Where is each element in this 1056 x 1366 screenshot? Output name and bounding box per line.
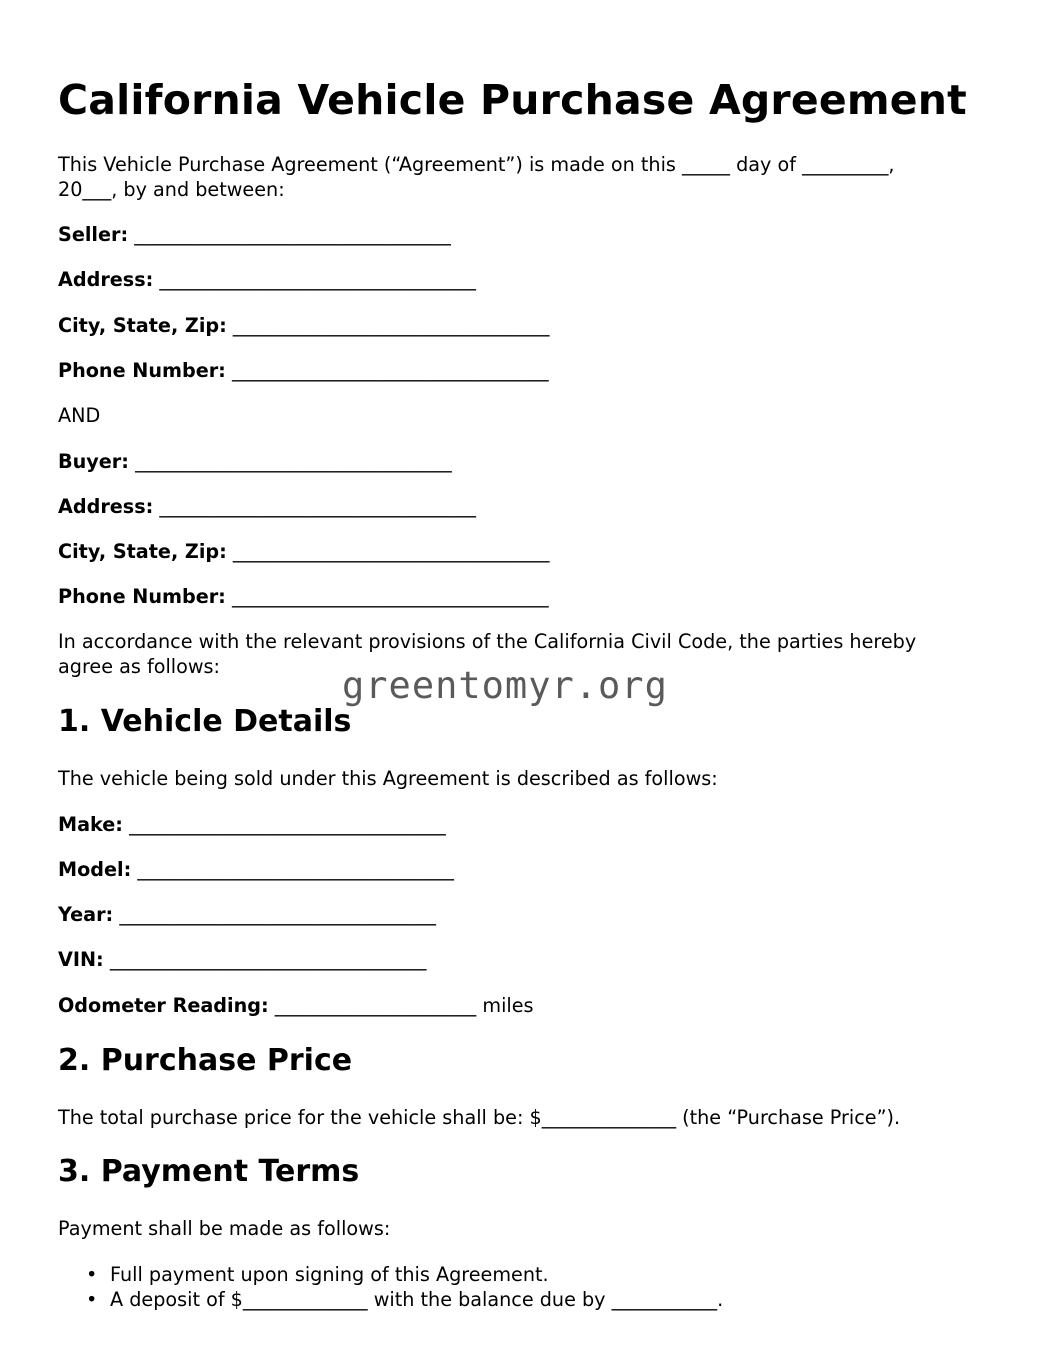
buyer-phone-label: Phone Number: [58, 585, 226, 608]
vin-field [58, 947, 426, 972]
model-field [58, 857, 454, 882]
seller-address-label: Address: [58, 268, 154, 291]
model-label: Model: [58, 858, 132, 881]
vin-label: VIN: [58, 948, 104, 971]
buyer-city-field [58, 539, 550, 564]
make-label: Make: [58, 813, 123, 836]
watermark-text: greentomyr.org [342, 664, 668, 707]
seller-name-field [58, 222, 451, 247]
buyer-phone-blank[interactable]: _________________________________ [231, 585, 549, 608]
model-blank[interactable]: _________________________________ [137, 858, 454, 881]
section-3-heading: 3. Payment Terms [58, 1154, 360, 1189]
and-separator: AND [58, 404, 101, 427]
year-field [58, 902, 436, 927]
year-blank[interactable]: _________________________________ [119, 903, 436, 926]
list-item: • Full payment upon signing of this Agreement. [110, 1262, 723, 1287]
section-2-heading: 2. Purchase Price [58, 1043, 353, 1078]
buyer-phone-field [58, 584, 549, 609]
list-item: • A deposit of $_____________ with the balance due by ___________. [110, 1287, 723, 1312]
payment-terms-list [58, 1262, 723, 1312]
buyer-name-blank[interactable]: _________________________________ [135, 450, 452, 473]
seller-phone-blank[interactable]: _________________________________ [231, 359, 549, 382]
buyer-city-blank[interactable]: _________________________________ [232, 540, 550, 563]
year-label: Year: [58, 903, 114, 926]
make-field [58, 812, 446, 837]
purchase-price-text: The total purchase price for the vehicle shall be: $______________ (the “Purchase Price”). [58, 1106, 901, 1129]
accordance-line-1: In accordance with the relevant provisions of the California Civil Code, the parties hereby [58, 630, 917, 653]
seller-name-blank[interactable]: _________________________________ [134, 223, 451, 246]
accordance-line-2: agree as follows: [58, 655, 221, 678]
vin-blank[interactable]: _________________________________ [109, 948, 427, 971]
seller-city-label: City, State, Zip: [58, 314, 227, 337]
odometer-label: Odometer Reading: [58, 994, 269, 1017]
intro-line-2: 20___, by and between: [58, 178, 285, 201]
payment-terms-intro: Payment shall be made as follows: [58, 1217, 391, 1240]
document-title: California Vehicle Purchase Agreement [58, 76, 967, 124]
buyer-address-label: Address: [58, 495, 154, 518]
buyer-address-field [58, 494, 476, 519]
make-blank[interactable]: _________________________________ [129, 813, 446, 836]
intro-line-1: This Vehicle Purchase Agreement (“Agreement”) is made on this _____ day of _________, [58, 153, 895, 176]
seller-city-blank[interactable]: _________________________________ [232, 314, 550, 337]
seller-address-field [58, 267, 476, 292]
seller-city-field [58, 313, 550, 338]
odometer-unit: miles [482, 994, 534, 1017]
odometer-blank[interactable]: _____________________ [274, 994, 477, 1017]
seller-phone-label: Phone Number: [58, 359, 226, 382]
odometer-field [58, 993, 534, 1018]
buyer-address-blank[interactable]: _________________________________ [159, 495, 477, 518]
section-1-intro: The vehicle being sold under this Agreement is described as follows: [58, 767, 718, 790]
seller-phone-field [58, 358, 549, 383]
seller-address-blank[interactable]: _________________________________ [159, 268, 477, 291]
section-1-heading: 1. Vehicle Details [58, 704, 352, 739]
buyer-name-label: Buyer: [58, 450, 129, 473]
buyer-name-field [58, 449, 452, 474]
seller-name-label: Seller: [58, 223, 129, 246]
buyer-city-label: City, State, Zip: [58, 540, 227, 563]
